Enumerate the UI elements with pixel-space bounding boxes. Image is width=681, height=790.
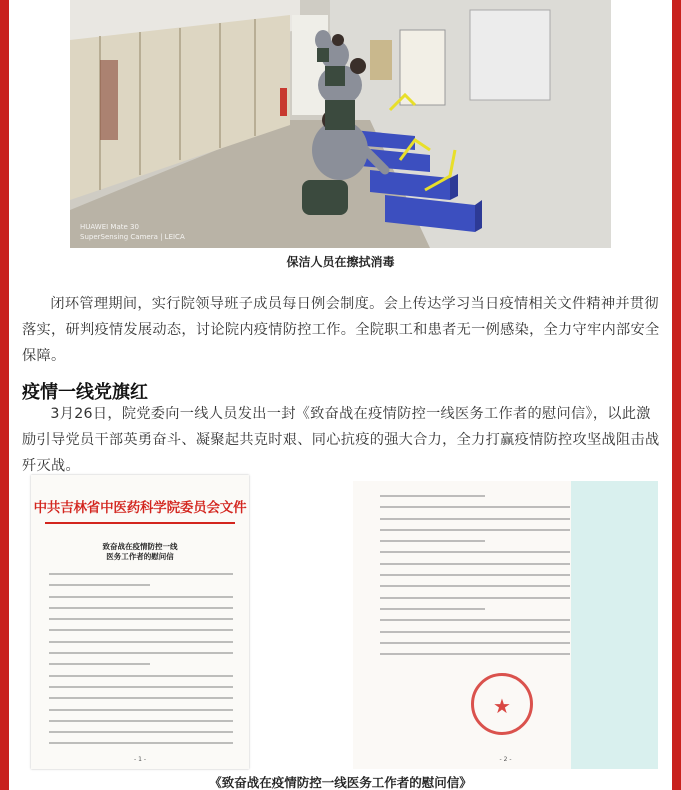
watermark-line-1: HUAWEI Mate 30 xyxy=(80,223,139,231)
watermark-line-2: SuperSensing Camera | LEICA xyxy=(80,233,185,241)
left-red-border xyxy=(0,0,9,790)
teal-background-panel xyxy=(571,481,658,769)
section-heading: 疫情一线党旗红 xyxy=(22,382,148,403)
letter-page-number-2: - 2 - xyxy=(499,756,512,763)
letter-body-text xyxy=(49,573,233,754)
camera-watermark xyxy=(80,222,185,242)
letter-page-1 xyxy=(31,475,249,769)
seal-star-icon: ★ xyxy=(493,694,511,718)
letter-page-2 xyxy=(353,481,658,769)
letter-subtitle-line-1: 致奋战在疫情防控一线 xyxy=(102,542,178,551)
right-red-border xyxy=(672,0,681,790)
paragraph-closed-management: 闭环管理期间，实行院领导班子成员每日例会制度。会上传达学习当日疫情相关文件精神并贯彻落实，研判疫情发展动态，讨论院内疫情防控工作。全院职工和患者无一例感染，全力守牢内部安全保障。 xyxy=(22,296,660,364)
photo-illustration xyxy=(70,0,611,248)
letter-page-2-body-text xyxy=(380,495,570,664)
letter-red-rule xyxy=(45,522,235,524)
photo-caption: 保洁人员在擦拭消毒 xyxy=(286,255,395,269)
letter-org-title: 中共吉林省中医药科学院委员会文件 xyxy=(33,500,247,516)
letter-subtitle-line-2: 医务工作者的慰问信 xyxy=(106,552,174,561)
cleaning-staff-photo xyxy=(70,0,611,248)
letter-page-number-1: - 1 - xyxy=(134,756,146,763)
party-seal-stamp xyxy=(471,673,533,735)
letter-caption: 《致奋战在疫情防控一线医务工作者的慰问信》 xyxy=(209,775,472,790)
paragraph-letter-intro: 3月26日，院党委向一线人员发出一封《致奋战在疫情防控一线医务工作者的慰问信》，以此激励引导党员干部英勇奋斗、凝聚起共克时艰、同心抗疫的强大合力，全力打赢疫情防控攻坚战阻击战歼灭战。 xyxy=(22,406,660,474)
